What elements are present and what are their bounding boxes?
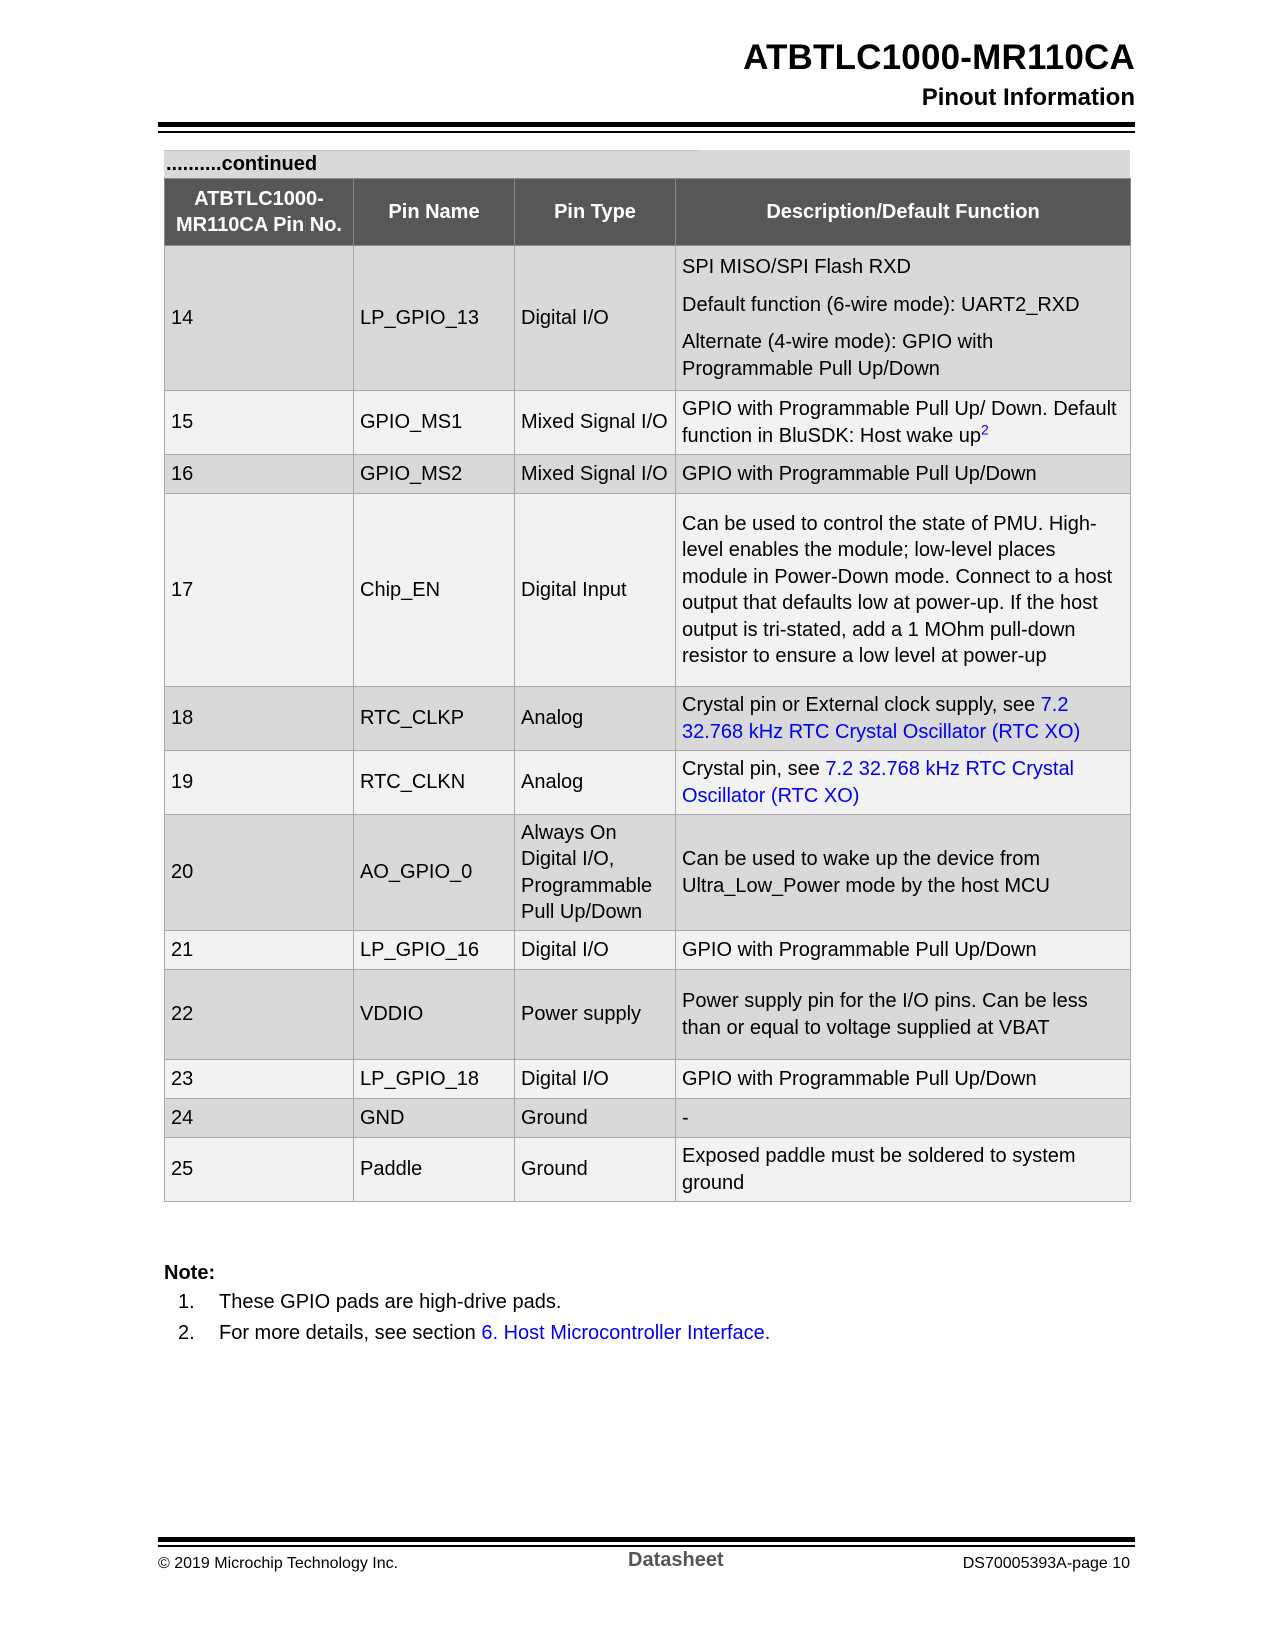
section-link[interactable]: 6. Host Microcontroller Interface. [481,1322,771,1344]
col-header-pin-name: Pin Name [354,179,515,246]
pin-description: Exposed paddle must be soldered to system ground [676,1138,1131,1202]
pin-name: LP_GPIO_13 [354,246,515,391]
pin-type: Analog [515,751,676,815]
table-row [165,1060,1131,1099]
description-line: Default function (6-wire mode): UART2_RXD [682,293,1080,316]
footer-copyright: © 2019 Microchip Technology Inc. [158,1555,399,1572]
pin-name: Chip_EN [354,494,515,687]
footer-page-number: DS70005393A-page 10 [962,1555,1130,1572]
table-row [165,687,1131,751]
footer-rule-thin [158,1545,1135,1547]
pin-number: 17 [165,494,354,687]
notes-title: Note: [164,1262,216,1284]
table-row [165,1099,1131,1138]
footnote-link[interactable]: 2 [981,420,989,437]
pin-description: GPIO with Programmable Pull Up/Down [676,455,1131,494]
pin-name: LP_GPIO_16 [354,931,515,970]
pin-number: 24 [165,1099,354,1138]
pin-name: RTC_CLKN [354,751,515,815]
note-text: These GPIO pads are high-drive pads. [219,1291,562,1313]
pin-name: LP_GPIO_18 [354,1060,515,1099]
note-number: 2. [178,1322,195,1344]
note-item [164,1287,562,1318]
col-header-pin-type: Pin Type [515,179,676,246]
pin-number: 25 [165,1138,354,1202]
document-title: ATBTLC1000-MR110CA [743,38,1135,77]
col-header-pin-no: ATBTLC1000-MR110CA Pin No. [165,179,354,246]
pin-type: Power supply [515,970,676,1060]
section-link[interactable]: 7.2 32.768 kHz RTC Crystal Oscillator (RTC XO) [682,694,1081,743]
note-number: 1. [178,1291,195,1313]
pin-description [676,751,1131,815]
pin-type: Mixed Signal I/O [515,391,676,455]
section-title: Pinout Information [921,84,1135,111]
table-header-row [165,179,1131,246]
table-row [165,1138,1131,1202]
pin-number: 20 [165,815,354,931]
pin-type: Ground [515,1138,676,1202]
table-row [165,455,1131,494]
pin-name: GPIO_MS2 [354,455,515,494]
description-text: GPIO with Programmable Pull Up/ Down. Default function in BluSDK: Host wake up [682,398,1117,447]
pin-name: AO_GPIO_0 [354,815,515,931]
footer-doc-type: Datasheet [628,1549,724,1571]
table-row [165,246,1131,391]
pin-number: 23 [165,1060,354,1099]
pin-description: GPIO with Programmable Pull Up/Down [676,1060,1131,1099]
pin-description: Power supply pin for the I/O pins. Can be less than or equal to voltage supplied at VBAT [676,970,1131,1060]
notes-section [164,1262,771,1349]
pin-name: RTC_CLKP [354,687,515,751]
continued-label: ..........continued [164,150,700,178]
description-text: Crystal pin or External clock supply, see [682,694,1041,716]
pin-description [676,391,1131,455]
header-rule [158,122,1135,127]
pin-name: VDDIO [354,970,515,1060]
pin-number: 18 [165,687,354,751]
pin-number: 15 [165,391,354,455]
table-row [165,815,1131,931]
pin-type: Digital I/O [515,931,676,970]
table-row [165,931,1131,970]
pin-number: 14 [165,246,354,391]
pin-description: Can be used to control the state of PMU. High-level enables the module; low-level places module in Power-Down mode. Connect to a host output that defaults low at power-up. If the host output is tri-stated, add a 1 MOhm pull-down resistor to ensure a low level at power-up [676,494,1131,687]
footer-rule [158,1537,1135,1542]
pin-type: Digital Input [515,494,676,687]
pin-number: 19 [165,751,354,815]
header-rule-thin [158,131,1135,133]
pin-description: Can be used to wake up the device from Ultra_Low_Power mode by the host MCU [676,815,1131,931]
pin-type: Ground [515,1099,676,1138]
pin-name: GPIO_MS1 [354,391,515,455]
pin-type: Always On Digital I/O, Programmable Pull Up/Down [515,815,676,931]
description-text: Crystal pin, see [682,758,826,780]
pin-type: Digital I/O [515,246,676,391]
table-row [165,751,1131,815]
table-row [165,391,1131,455]
col-header-description: Description/Default Function [676,179,1131,246]
note-text [219,1318,770,1349]
pin-type: Mixed Signal I/O [515,455,676,494]
pin-description [676,246,1131,391]
table-row [165,494,1131,687]
pin-number: 22 [165,970,354,1060]
section-link[interactable]: 7.2 32.768 kHz RTC Crystal Oscillator (RTC XO) [682,758,1075,807]
pin-type: Analog [515,687,676,751]
note-text-body: For more details, see section [219,1322,482,1344]
pin-number: 21 [165,931,354,970]
pin-description [676,687,1131,751]
pin-description: GPIO with Programmable Pull Up/Down [676,931,1131,970]
pin-name: Paddle [354,1138,515,1202]
pin-number: 16 [165,455,354,494]
pinout-table [164,178,1131,1202]
pinout-table-container [164,150,1130,1202]
note-item [164,1318,771,1349]
continued-band [698,150,1130,178]
pin-description: - [676,1099,1131,1138]
description-line: Alternate (4-wire mode): GPIO with Programmable Pull Up/Down [682,331,994,380]
pin-name: GND [354,1099,515,1138]
pin-type: Digital I/O [515,1060,676,1099]
table-row [165,970,1131,1060]
description-line: SPI MISO/SPI Flash RXD [682,256,911,278]
